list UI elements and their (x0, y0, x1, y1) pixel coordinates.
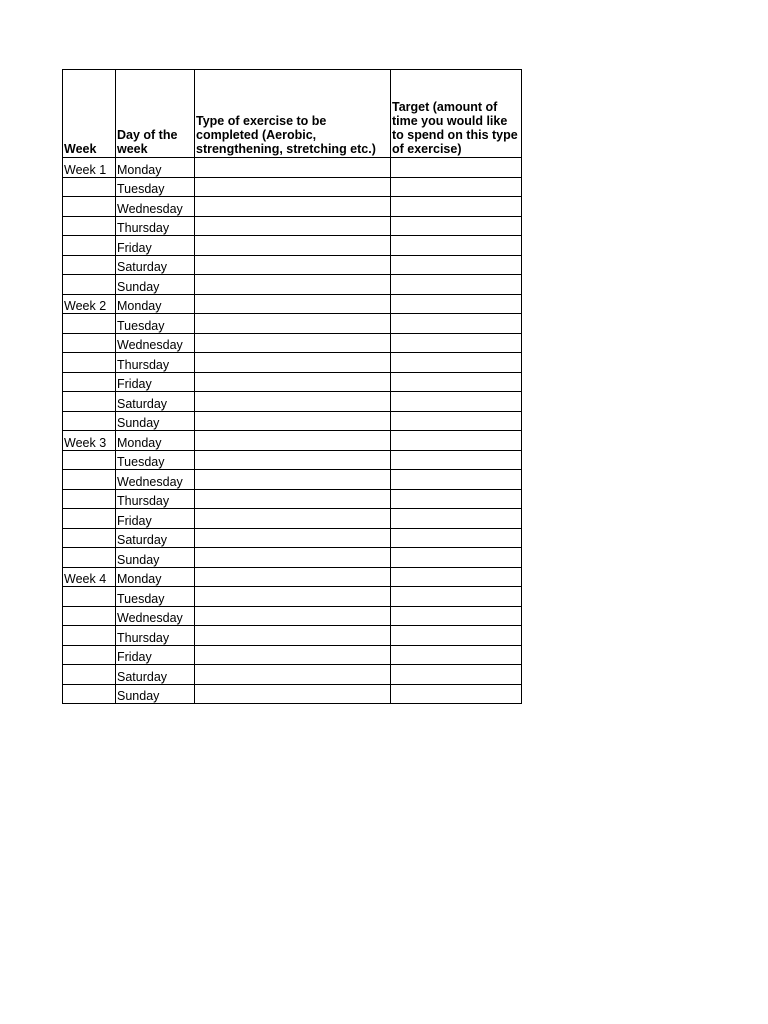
header-exercise-type: Type of exercise to be completed (Aerobic, strengthening, stretching etc.) (195, 70, 391, 158)
target-cell[interactable] (391, 236, 522, 256)
day-cell[interactable]: Wednesday (116, 606, 195, 626)
exercise-type-cell[interactable] (195, 333, 391, 353)
table-row (63, 606, 522, 626)
target-cell[interactable] (391, 470, 522, 490)
exercise-type-cell[interactable] (195, 665, 391, 685)
week-cell[interactable] (63, 684, 116, 704)
target-cell[interactable] (391, 431, 522, 451)
week-cell[interactable] (63, 372, 116, 392)
plan-body (63, 158, 522, 704)
week-cell[interactable] (63, 197, 116, 217)
day-cell[interactable]: Saturday (116, 665, 195, 685)
exercise-type-cell[interactable] (195, 626, 391, 646)
table-row (63, 587, 522, 607)
target-cell[interactable] (391, 411, 522, 431)
exercise-type-cell[interactable] (195, 587, 391, 607)
day-cell[interactable]: Wednesday (116, 470, 195, 490)
header-row (63, 70, 522, 158)
exercise-type-cell[interactable] (195, 528, 391, 548)
table-row (63, 450, 522, 470)
table-row (63, 470, 522, 490)
table-row (63, 255, 522, 275)
target-cell[interactable] (391, 450, 522, 470)
exercise-type-cell[interactable] (195, 314, 391, 334)
table-row (63, 567, 522, 587)
week-cell[interactable]: Week 4 (63, 567, 116, 587)
target-cell[interactable] (391, 548, 522, 568)
week-cell[interactable] (63, 392, 116, 412)
week-cell[interactable] (63, 353, 116, 373)
day-cell[interactable]: Monday (116, 567, 195, 587)
week-cell[interactable] (63, 177, 116, 197)
week-cell[interactable] (63, 275, 116, 295)
target-cell[interactable] (391, 509, 522, 529)
exercise-type-cell[interactable] (195, 177, 391, 197)
week-cell[interactable] (63, 665, 116, 685)
table-row (63, 177, 522, 197)
week-cell[interactable] (63, 450, 116, 470)
day-cell[interactable]: Friday (116, 509, 195, 529)
exercise-type-cell[interactable] (195, 255, 391, 275)
week-cell[interactable] (63, 255, 116, 275)
table-row (63, 275, 522, 295)
day-cell[interactable]: Tuesday (116, 450, 195, 470)
day-cell[interactable]: Thursday (116, 216, 195, 236)
table-row (63, 314, 522, 334)
exercise-type-cell[interactable] (195, 158, 391, 178)
table-row (63, 665, 522, 685)
target-cell[interactable] (391, 314, 522, 334)
table-row (63, 509, 522, 529)
week-cell[interactable] (63, 548, 116, 568)
exercise-type-cell[interactable] (195, 606, 391, 626)
target-cell[interactable] (391, 275, 522, 295)
day-cell[interactable]: Sunday (116, 684, 195, 704)
day-cell[interactable]: Friday (116, 645, 195, 665)
day-cell[interactable]: Saturday (116, 392, 195, 412)
table-row (63, 158, 522, 178)
target-cell[interactable] (391, 333, 522, 353)
target-cell[interactable] (391, 684, 522, 704)
table-row (63, 528, 522, 548)
exercise-type-cell[interactable] (195, 372, 391, 392)
target-cell[interactable] (391, 353, 522, 373)
week-cell[interactable] (63, 509, 116, 529)
exercise-type-cell[interactable] (195, 509, 391, 529)
exercise-type-cell[interactable] (195, 567, 391, 587)
exercise-type-cell[interactable] (195, 470, 391, 490)
target-cell[interactable] (391, 489, 522, 509)
day-cell[interactable]: Monday (116, 431, 195, 451)
week-cell[interactable] (63, 314, 116, 334)
week-cell[interactable] (63, 333, 116, 353)
day-cell[interactable]: Saturday (116, 255, 195, 275)
target-cell[interactable] (391, 626, 522, 646)
target-cell[interactable] (391, 158, 522, 178)
exercise-type-cell[interactable] (195, 275, 391, 295)
target-cell[interactable] (391, 392, 522, 412)
table-row (63, 431, 522, 451)
day-cell[interactable]: Tuesday (116, 587, 195, 607)
week-cell[interactable] (63, 470, 116, 490)
table-row (63, 353, 522, 373)
table-row (63, 548, 522, 568)
day-cell[interactable]: Thursday (116, 353, 195, 373)
day-cell[interactable]: Monday (116, 158, 195, 178)
day-cell[interactable]: Thursday (116, 626, 195, 646)
target-cell[interactable] (391, 177, 522, 197)
exercise-type-cell[interactable] (195, 411, 391, 431)
week-cell[interactable] (63, 411, 116, 431)
day-cell[interactable]: Monday (116, 294, 195, 314)
week-cell[interactable]: Week 1 (63, 158, 116, 178)
day-cell[interactable]: Friday (116, 372, 195, 392)
week-cell[interactable] (63, 587, 116, 607)
target-cell[interactable] (391, 528, 522, 548)
week-cell[interactable] (63, 626, 116, 646)
target-cell[interactable] (391, 216, 522, 236)
exercise-type-cell[interactable] (195, 645, 391, 665)
week-cell[interactable] (63, 528, 116, 548)
target-cell[interactable] (391, 294, 522, 314)
day-cell[interactable]: Friday (116, 236, 195, 256)
week-cell[interactable] (63, 236, 116, 256)
target-cell[interactable] (391, 645, 522, 665)
target-cell[interactable] (391, 665, 522, 685)
exercise-type-cell[interactable] (195, 684, 391, 704)
table-row (63, 236, 522, 256)
exercise-type-cell[interactable] (195, 216, 391, 236)
day-cell[interactable]: Saturday (116, 528, 195, 548)
day-cell[interactable]: Tuesday (116, 177, 195, 197)
header-day-of-week: Day of the week (116, 70, 195, 158)
exercise-type-cell[interactable] (195, 236, 391, 256)
week-cell[interactable] (63, 645, 116, 665)
exercise-type-cell[interactable] (195, 450, 391, 470)
day-cell[interactable]: Tuesday (116, 314, 195, 334)
header-week: Week (63, 70, 116, 158)
table-row (63, 197, 522, 217)
exercise-type-cell[interactable] (195, 392, 391, 412)
exercise-plan-table (62, 69, 522, 704)
exercise-type-cell[interactable] (195, 431, 391, 451)
day-cell[interactable]: Wednesday (116, 197, 195, 217)
table-row (63, 411, 522, 431)
exercise-type-cell[interactable] (195, 489, 391, 509)
table-row (63, 489, 522, 509)
table-row (63, 392, 522, 412)
table-row (63, 645, 522, 665)
exercise-type-cell[interactable] (195, 197, 391, 217)
target-cell[interactable] (391, 372, 522, 392)
exercise-type-cell[interactable] (195, 353, 391, 373)
table-row (63, 626, 522, 646)
table-row (63, 684, 522, 704)
day-cell[interactable]: Sunday (116, 548, 195, 568)
target-cell[interactable] (391, 567, 522, 587)
table-row (63, 333, 522, 353)
table-row (63, 372, 522, 392)
target-cell[interactable] (391, 197, 522, 217)
exercise-type-cell[interactable] (195, 548, 391, 568)
exercise-type-cell[interactable] (195, 294, 391, 314)
target-cell[interactable] (391, 587, 522, 607)
week-cell[interactable]: Week 2 (63, 294, 116, 314)
week-cell[interactable] (63, 606, 116, 626)
target-cell[interactable] (391, 255, 522, 275)
header-target: Target (amount of time you would like to spend on this type of exercise) (391, 70, 522, 158)
day-cell[interactable]: Sunday (116, 411, 195, 431)
table-row (63, 216, 522, 236)
day-cell[interactable]: Sunday (116, 275, 195, 295)
week-cell[interactable] (63, 489, 116, 509)
week-cell[interactable]: Week 3 (63, 431, 116, 451)
week-cell[interactable] (63, 216, 116, 236)
day-cell[interactable]: Thursday (116, 489, 195, 509)
day-cell[interactable]: Wednesday (116, 333, 195, 353)
target-cell[interactable] (391, 606, 522, 626)
table-row (63, 294, 522, 314)
